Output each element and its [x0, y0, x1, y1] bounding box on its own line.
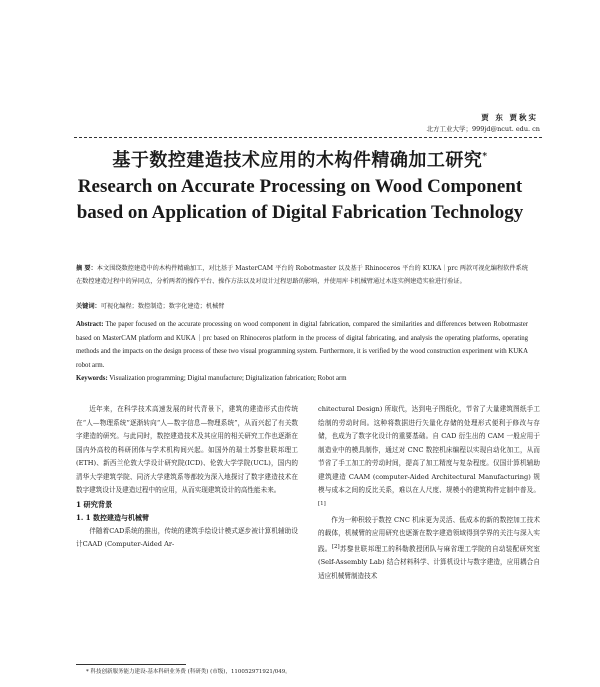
- body-left-column: [76, 403, 298, 552]
- citation-ref: [2]: [331, 543, 340, 550]
- body-paragraph: [318, 403, 540, 514]
- abstract-english-label: Abstract:: [76, 321, 104, 328]
- body-paragraph-text: chitectural Design) 所取代，达到电子图纸化，节省了大量建筑图纸手工绘制的劳动时间。这种将数据进行矢量化存储的处理形式便利于修改与存储，也成为了数字化设计的重要基础。自 CAD 衍生出的 CAM 一般应用于制造业中的模具制作，通过对 CNC 数控机床编程以实现自动化加工，从而节省了手工加工的劳动时间，提高了加工精度与复杂程度。仅国计算机辅助建筑建造 CAAM (computer-Aided Architectural Manufacturing) 规模与成本之间的反比关系，难以在人尺度、规模小的建筑构件定制中普及。: [318, 405, 540, 495]
- body-paragraph-tail: 苏黎世联邦理工的科勒教授团队与麻省理工学院的自动装配研究室 (Self-Assembly Lab) 结合材料科学、计算机设计与数字建造，应用耦合自适应机械臂制造技术: [318, 544, 541, 580]
- body-paragraph-text: 作为一种积较于数控 CNC 机床更为灵活、低成本的新的数控加工技术的载体，机械臂的应用研究也逐渐在数字建造领域得到学界的关注与深入实践。: [318, 515, 540, 553]
- keywords-english: [76, 373, 528, 386]
- keywords-chinese-label: 关键词：: [76, 303, 101, 310]
- title-chinese: [0, 146, 600, 172]
- body-paragraph: [318, 514, 540, 584]
- title-english-line1: Research on Accurate Processing on Wood Component: [77, 176, 523, 197]
- title-chinese-text: 基于数控建造技术应用的木构件精确加工研究: [112, 150, 483, 171]
- keywords-chinese-text: 可视化编程；数控制造；数字化建造；机械臂: [100, 303, 225, 310]
- abstract-chinese-text: 本文围绕数控建造中的木构件精确加工，对比基于 MasterCAM 平台的 Robotmaster 以及基于 Rhinoceros 平台的 KUKA｜prc 两款可视化编程软件系统在数控建造过程中的异同点，分析两者的操作平台、操作方法以及对设计过程思路的影响，并使用库卡机械臂通过木连实例建造实验进行验证。: [76, 265, 528, 285]
- footnote: * 科技创新服务能力建设-基本科研业务费 (科研类) (市级)，110052971921/049。: [86, 669, 291, 675]
- affiliation: 北方工业大学；999jd@ncut. edu. cn: [426, 125, 540, 133]
- title-footnote-mark: *: [482, 152, 488, 162]
- authors: 贾 东 贾秋实: [481, 113, 538, 122]
- abstract-chinese-label: 摘 要：: [76, 265, 97, 272]
- header-divider: [74, 137, 542, 138]
- abstract-english: [76, 318, 528, 372]
- citation-ref: [1]: [318, 500, 326, 507]
- abstract-chinese: [76, 263, 528, 288]
- keywords-english-label: Keywords:: [76, 375, 108, 382]
- subsection-heading: 1. 1 数控建造与机械臂: [76, 513, 150, 523]
- title-english-line2: based on Application of Digital Fabrication Technology: [76, 202, 524, 223]
- body-paragraph: 近年来，在科学技术高速发展的时代背景下，建筑的建造形式由传统在“人—物理系统”逐渐转向“人—数字信息—物理系统”，从而兴起了有关数字建造的研究。与此同时，数控建造技术及其应用的相关研究工作也逐渐在国内外高校的科研团体与学术机构间兴起。如国外的瑞士苏黎世联邦理工(ETH)、新西兰伦敦大学设计研究院(ICD)、伦敦大学学院(UCL)，国内的清华大学建筑学院、同济大学建筑系等都较为深入地探讨了数字建造技术在数字建筑设计及建造过程中的应用，从而实现建筑设计的高性能未来。: [76, 405, 298, 495]
- body-right-column: [318, 403, 540, 583]
- keywords-chinese: [76, 301, 528, 314]
- section-heading: 1 研究背景: [76, 499, 113, 509]
- footnote-divider: [76, 664, 186, 665]
- body-paragraph: 伴随着CAD系统的推出，传统的建筑手绘设计模式逐步被计算机辅助设计CAAD (Computer-Aided Ar-: [76, 526, 298, 549]
- abstract-english-text: The paper focused on the accurate processing on wood component in digital fabrication, compared the similarities and differences between Robotmaster based on MasterCAM platform and KUKA｜prc based on Rhinoceros platform in the process of digital fabricating, and analysis the operating platforms, operating methods and the impacts on the design process of these two visual programming system. Furthermore, it is verified by the wood construction experiment with KUKA robot arm.: [76, 321, 529, 369]
- keywords-english-text: Visualization programming; Digital manufacture; Digitalization fabrication; Robot arm: [109, 375, 347, 382]
